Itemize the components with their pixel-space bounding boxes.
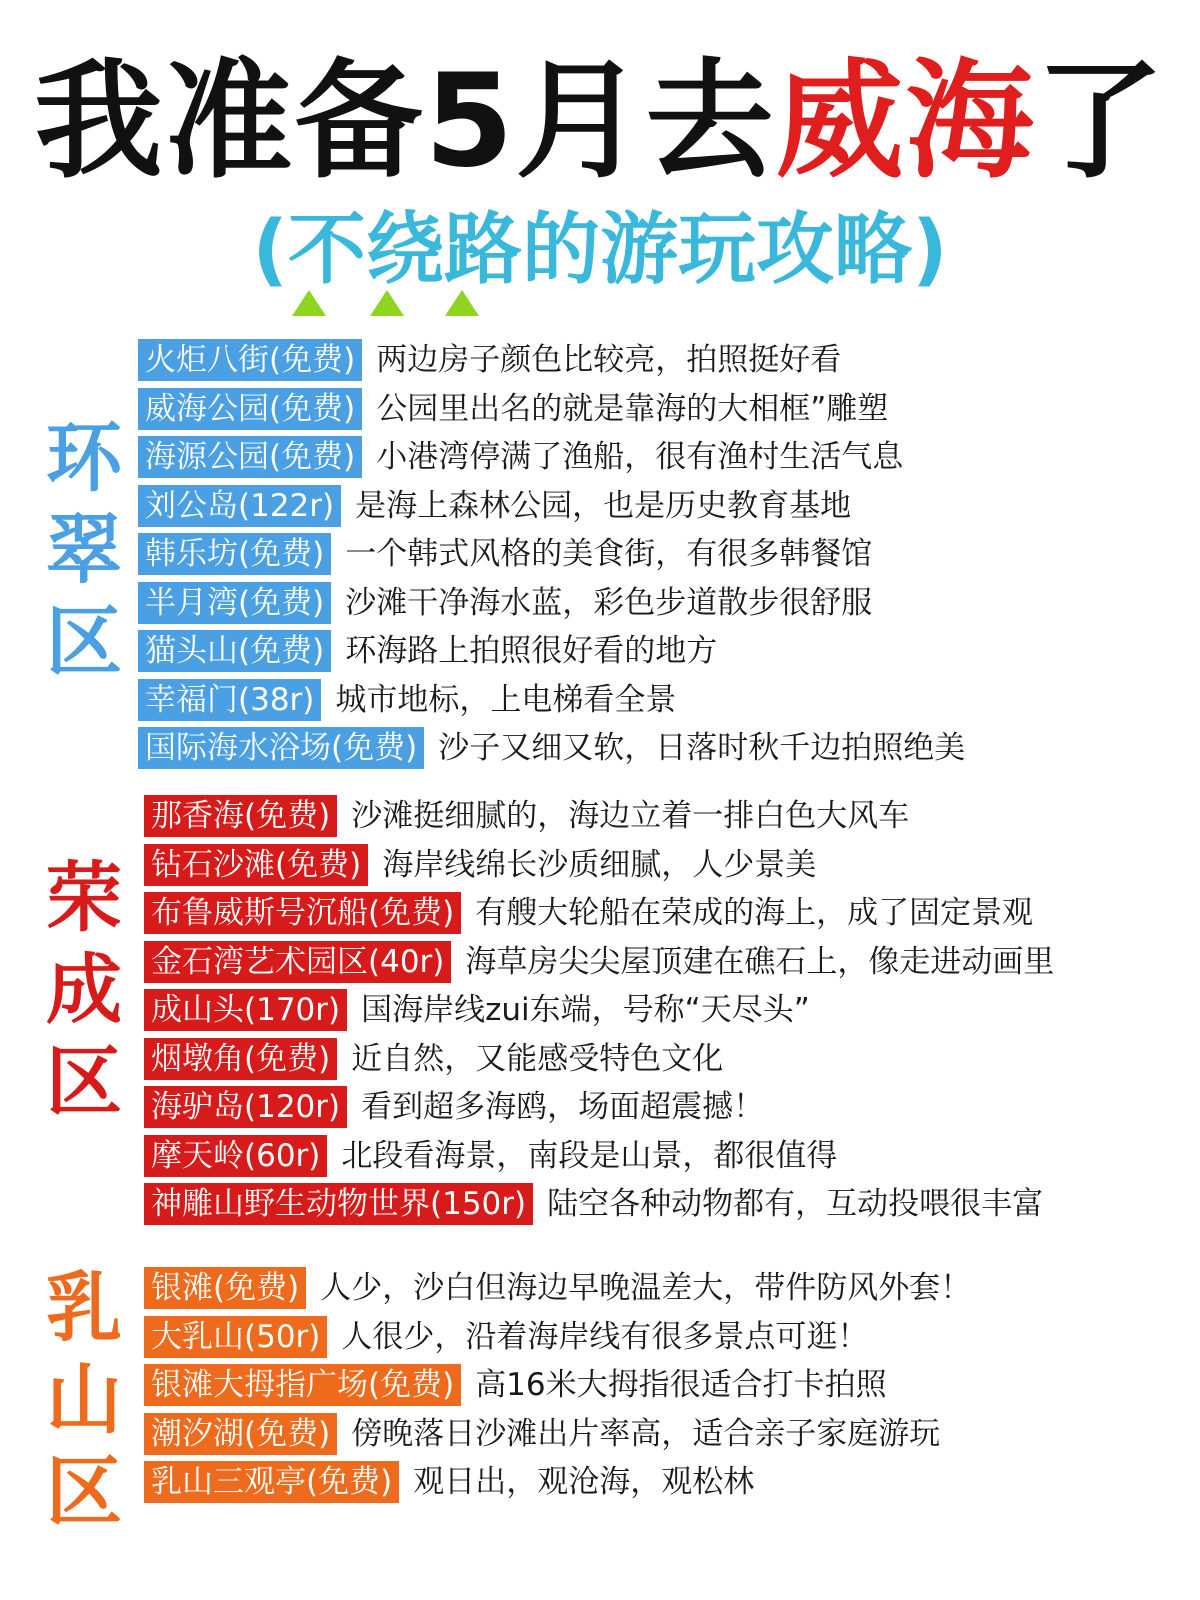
attraction-row: [138, 629, 717, 673]
attraction-row: [144, 1266, 971, 1310]
attraction-tag: 半月湾(免费): [138, 582, 331, 624]
attraction-description: 环海路上拍照很好看的地方: [345, 633, 718, 669]
title-prefix: 我准备5月去: [34, 47, 776, 196]
attraction-tag: 火炬八街(免费): [138, 339, 362, 381]
district-label-char: 山: [46, 1355, 122, 1444]
attraction-row: [144, 794, 909, 838]
attraction-description: 沙滩挺细腻的，海边立着一排白色大风车: [351, 798, 910, 834]
attraction-tag: 银滩大拇指广场(免费): [144, 1364, 461, 1406]
attraction-row: [144, 1134, 837, 1178]
attraction-description: 北段看海景，南段是山景，都很值得: [341, 1137, 838, 1174]
attraction-tag: 摩天岭(60r): [144, 1135, 327, 1177]
attraction-tag: 大乳山(50r): [144, 1316, 327, 1358]
attraction-row: [138, 484, 851, 528]
attraction-row: [138, 435, 903, 479]
attraction-tag: 韩乐坊(免费): [138, 533, 331, 575]
attraction-tag: 神雕山野生动物世界(150r): [144, 1183, 533, 1225]
attraction-row: [144, 1315, 868, 1359]
up-arrow-icon: [370, 290, 404, 316]
attraction-row: [144, 1363, 887, 1407]
attraction-row: [138, 678, 676, 722]
attraction-row: [144, 940, 1054, 984]
district-label-char: 环: [46, 413, 122, 502]
attraction-row: [138, 387, 888, 431]
attraction-row: [144, 988, 810, 1032]
attraction-tag: 布鲁威斯号沉船(免费): [144, 892, 461, 934]
up-arrow-icon: [445, 290, 479, 316]
attraction-description: 近自然，又能感受特色文化: [351, 1040, 724, 1077]
district-label: [44, 412, 124, 688]
attraction-tag: 海驴岛(120r): [144, 1086, 347, 1128]
attraction-tag: 那香海(免费): [144, 795, 337, 837]
attraction-tag: 刘公岛(122r): [138, 485, 341, 527]
attraction-description: 观日出，观沧海，观松林: [413, 1464, 755, 1500]
attraction-row: [144, 1460, 754, 1504]
attraction-description: 城市地标，上电梯看全景: [335, 681, 677, 718]
attraction-tag: 金石湾艺术园区(40r): [144, 941, 451, 983]
district-label-char: 成: [46, 945, 122, 1034]
attraction-description: 公园里出名的就是靠海的大相框”雕塑: [376, 390, 889, 427]
attraction-description: 小港湾停满了渔船，很有渔村生活气息: [376, 439, 904, 475]
attraction-description: 国海岸线zui东端，号称“天尽头”: [361, 992, 810, 1028]
attraction-tag: 猫头山(免费): [138, 630, 331, 672]
attraction-row: [138, 532, 872, 576]
attraction-row: [138, 581, 872, 625]
page-title: [0, 42, 1200, 202]
district-label-char: 区: [46, 1037, 122, 1126]
attraction-tag: 烟墩角(免费): [144, 1038, 337, 1080]
attraction-tag: 银滩(免费): [144, 1267, 306, 1309]
district-label: [44, 1262, 124, 1538]
attraction-row: [144, 843, 816, 887]
district-label-char: 翠: [46, 505, 122, 594]
district-label-char: 荣: [46, 853, 122, 942]
district-label-char: 区: [46, 597, 122, 686]
attraction-tag: 幸福门(38r): [138, 679, 321, 721]
attraction-description: 陆空各种动物都有，互动投喂很丰富: [547, 1186, 1044, 1222]
attraction-row: [138, 338, 841, 382]
attraction-row: [144, 1182, 1043, 1226]
attraction-description: 海岸线绵长沙质细腻，人少景美: [382, 846, 817, 883]
attraction-tag: 国际海水浴场(免费): [138, 727, 424, 769]
page-subtitle: (不绕路的游玩攻略): [252, 205, 948, 295]
attraction-row: [138, 726, 965, 770]
attraction-tag: 成山头(170r): [144, 989, 347, 1031]
attraction-tag: 潮汐湖(免费): [144, 1413, 337, 1455]
district-label-char: 乳: [46, 1263, 122, 1352]
attraction-description: 看到超多海鸥，场面超震撼！: [361, 1089, 765, 1125]
attraction-description: 两边房子颜色比较亮，拍照挺好看: [376, 342, 842, 378]
attraction-description: 人少，沙白但海边早晚温差大，带件防风外套！: [320, 1270, 972, 1306]
attraction-description: 海草房尖尖屋顶建在礁石上，像走进动画里: [465, 943, 1055, 980]
attraction-tag: 威海公园(免费): [138, 388, 362, 430]
attraction-description: 傍晚落日沙滩出片率高，适合亲子家庭游玩: [351, 1415, 941, 1452]
attraction-description: 是海上森林公园，也是历史教育基地: [355, 487, 852, 524]
attraction-description: 人很少，沿着海岸线有很多景点可逛！: [341, 1318, 869, 1355]
attraction-description: 一个韩式风格的美食街，有很多韩餐馆: [345, 536, 873, 572]
attraction-description: 高16米大拇指很适合打卡拍照: [475, 1367, 887, 1403]
attraction-row: [144, 1037, 723, 1081]
attraction-tag: 海源公园(免费): [138, 436, 362, 478]
district-label-char: 区: [46, 1447, 122, 1536]
attraction-tag: 钻石沙滩(免费): [144, 844, 368, 886]
attraction-description: 沙滩干净海水蓝，彩色步道散步很舒服: [345, 584, 873, 621]
attraction-description: 有艘大轮船在荣成的海上，成了固定景观: [475, 895, 1034, 931]
attraction-description: 沙子又细又软，日落时秋千边拍照绝美: [438, 730, 966, 766]
arrow-decoration: [0, 290, 1200, 320]
attraction-row: [144, 1412, 940, 1456]
title-suffix: 了: [1035, 47, 1166, 196]
attraction-tag: 乳山三观亭(免费): [144, 1461, 399, 1503]
district-label: [44, 852, 124, 1128]
attraction-row: [144, 1085, 764, 1129]
up-arrow-icon: [292, 290, 326, 316]
attraction-row: [144, 891, 1033, 935]
title-highlight: 威海: [775, 47, 1036, 196]
